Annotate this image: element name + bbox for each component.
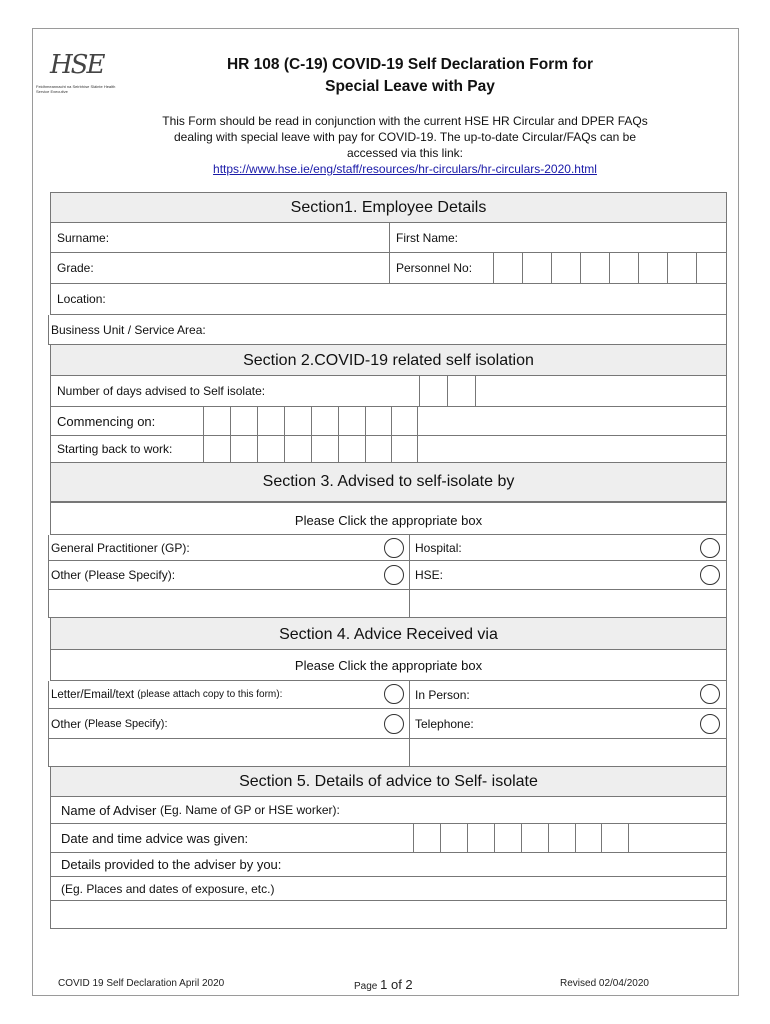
section3-instruction-row [50, 502, 727, 535]
hse-logo-text: Feidhmeannacht na Seirbhíse Sláinte Health Service Executive [36, 84, 116, 94]
personnel-no-box[interactable] [580, 253, 609, 283]
received-other-note: (Please Specify): [84, 717, 168, 730]
details-label: Details provided to the adviser by you: [61, 857, 282, 872]
grade-row [50, 253, 727, 284]
footer-left: COVID 19 Self Declaration April 2020 [58, 978, 225, 989]
first-name-label: First Name: [396, 230, 459, 245]
days-label: Number of days advised to Self isolate: [57, 384, 266, 398]
letter-radio[interactable] [384, 684, 404, 704]
gp-hospital-row [48, 535, 727, 561]
personnel-no-box[interactable] [667, 253, 696, 283]
received-other-specify-field[interactable] [49, 739, 409, 766]
letter-label [49, 681, 377, 708]
commencing-date-box[interactable] [203, 407, 230, 435]
received-other-label [49, 709, 377, 738]
advice-date-box[interactable] [548, 824, 575, 852]
advised-other-specify-field[interactable] [49, 590, 409, 617]
starting-back-label: Starting back to work: [57, 442, 173, 456]
footer-page-prefix: Page [354, 981, 378, 992]
hse-specify-field[interactable] [409, 590, 726, 617]
form-title-line2: Special Leave with Pay [325, 78, 495, 95]
gp-radio[interactable] [384, 538, 404, 558]
in-person-radio[interactable] [700, 684, 720, 704]
section2-header [50, 345, 727, 376]
section4-header [50, 618, 727, 650]
days-box-divider [475, 376, 476, 406]
section5-header [50, 767, 727, 797]
commencing-date-box[interactable] [391, 407, 417, 435]
advice-date-box[interactable] [575, 824, 601, 852]
commencing-date-box[interactable] [230, 407, 257, 435]
starting-back-date-box[interactable] [257, 436, 284, 462]
hse-label: HSE: [409, 561, 699, 589]
starting-back-date-box[interactable] [311, 436, 338, 462]
details-example-row [50, 877, 727, 901]
letter-inperson-row [48, 681, 727, 709]
personnel-no-box[interactable] [638, 253, 667, 283]
starting-back-date-box[interactable] [230, 436, 257, 462]
personnel-no-box[interactable] [493, 253, 522, 283]
commencing-row [50, 407, 727, 436]
hse-radio[interactable] [700, 565, 720, 585]
details-example-label: (Eg. Places and dates of exposure, etc.) [61, 881, 275, 896]
section1-title: Section1. Employee Details [290, 199, 487, 216]
grade-label: Grade: [57, 261, 94, 275]
adviser-label-text: Name of Adviser [61, 802, 157, 818]
section4-title: Section 4. Advice Received via [279, 626, 498, 643]
personnel-no-box[interactable] [522, 253, 551, 283]
intro-text [150, 113, 660, 177]
location-label: Location: [57, 292, 106, 306]
section3-title: Section 3. Advised to self-isolate by [262, 473, 515, 490]
gp-label: General Practitioner (GP): [51, 540, 190, 555]
adviser-row [50, 797, 727, 824]
personnel-no-box[interactable] [551, 253, 580, 283]
date-time-row [50, 824, 727, 853]
commencing-label: Commencing on: [57, 413, 156, 429]
telephone-specify-field[interactable] [409, 739, 726, 766]
starting-back-date-box[interactable] [284, 436, 311, 462]
section4-instruction-row [50, 650, 727, 681]
form-title-line1: HR 108 (C-19) COVID-19 Self Declaration Form for [226, 56, 594, 73]
business-unit-row[interactable] [48, 315, 727, 345]
starting-back-date-box[interactable] [365, 436, 391, 462]
commencing-date-box[interactable] [311, 407, 338, 435]
personnel-no-box[interactable] [696, 253, 727, 283]
advised-other-radio[interactable] [384, 565, 404, 585]
starting-back-date-box[interactable] [203, 436, 230, 462]
first-name-field[interactable] [389, 223, 726, 252]
details-input-row[interactable] [50, 901, 727, 929]
hospital-label: Hospital: [409, 535, 699, 560]
personnel-no-box[interactable] [609, 253, 638, 283]
advised-other-specify-row [48, 590, 727, 618]
commencing-date-box[interactable] [257, 407, 284, 435]
commencing-date-divider [417, 407, 418, 435]
section5-title: Section 5. Details of advice to Self- isolate [239, 773, 538, 790]
adviser-label [51, 797, 727, 823]
received-other-radio[interactable] [384, 714, 404, 734]
received-other-text: Other [51, 716, 82, 731]
hse-logo-mark: HSE [50, 50, 104, 80]
advice-date-box[interactable] [601, 824, 628, 852]
personnel-no-label: Personnel No: [389, 253, 493, 283]
details-row [50, 853, 727, 877]
starting-back-row [50, 436, 727, 463]
commencing-date-box[interactable] [365, 407, 391, 435]
advice-date-box[interactable] [413, 824, 440, 852]
footer-page [354, 977, 413, 992]
telephone-label: Telephone: [409, 709, 699, 738]
advice-date-box[interactable] [494, 824, 521, 852]
section3-header [50, 463, 727, 502]
other-telephone-row [48, 709, 727, 739]
section3-instruction: Please Click the appropriate box [294, 513, 483, 528]
advice-date-box[interactable] [440, 824, 467, 852]
received-other-specify-row [48, 739, 727, 767]
intro-paragraph: This Form should be read in conjunction with the current HSE HR Circular and DPER FAQs dealing with special leave with pay for COVID-19. The up-to-date Circular/FAQs can be accessed via this link: [162, 114, 648, 160]
surname-row [50, 223, 727, 253]
hse-logo [36, 50, 116, 100]
hospital-radio[interactable] [700, 538, 720, 558]
telephone-radio[interactable] [700, 714, 720, 734]
adviser-label-note: (Eg. Name of GP or HSE worker): [160, 803, 340, 817]
business-unit-label: Business Unit / Service Area: [51, 322, 206, 337]
other-hse-row [48, 561, 727, 590]
starting-back-date-box[interactable] [338, 436, 365, 462]
in-person-label: In Person: [409, 681, 699, 708]
days-row [50, 376, 727, 407]
section4-instruction: Please Click the appropriate box [294, 658, 483, 673]
advised-other-label: Other (Please Specify): [51, 568, 176, 582]
starting-back-date-divider [417, 436, 418, 462]
section1-header [50, 192, 727, 223]
days-box[interactable] [447, 376, 475, 406]
advice-date-box[interactable] [521, 824, 548, 852]
advice-date-divider [628, 824, 629, 852]
commencing-date-box[interactable] [338, 407, 365, 435]
section2-title: Section 2.COVID-19 related self isolation [243, 352, 534, 369]
starting-back-date-box[interactable] [391, 436, 417, 462]
form-title [120, 54, 700, 98]
footer-page-number: 1 of 2 [380, 977, 413, 992]
commencing-date-box[interactable] [284, 407, 311, 435]
letter-label-text: Letter/Email/text [51, 688, 135, 701]
date-time-label: Date and time advice was given: [61, 830, 249, 846]
circulars-link[interactable]: https://www.hse.ie/eng/staff/resources/hr-circulars/hr-circulars-2020.html [213, 162, 597, 176]
letter-label-note: (please attach copy to this form): [137, 689, 283, 700]
advice-date-box[interactable] [467, 824, 494, 852]
surname-label: Surname: [57, 230, 110, 245]
days-box[interactable] [419, 376, 447, 406]
footer-right: Revised 02/04/2020 [560, 978, 649, 989]
location-row[interactable] [50, 284, 727, 315]
